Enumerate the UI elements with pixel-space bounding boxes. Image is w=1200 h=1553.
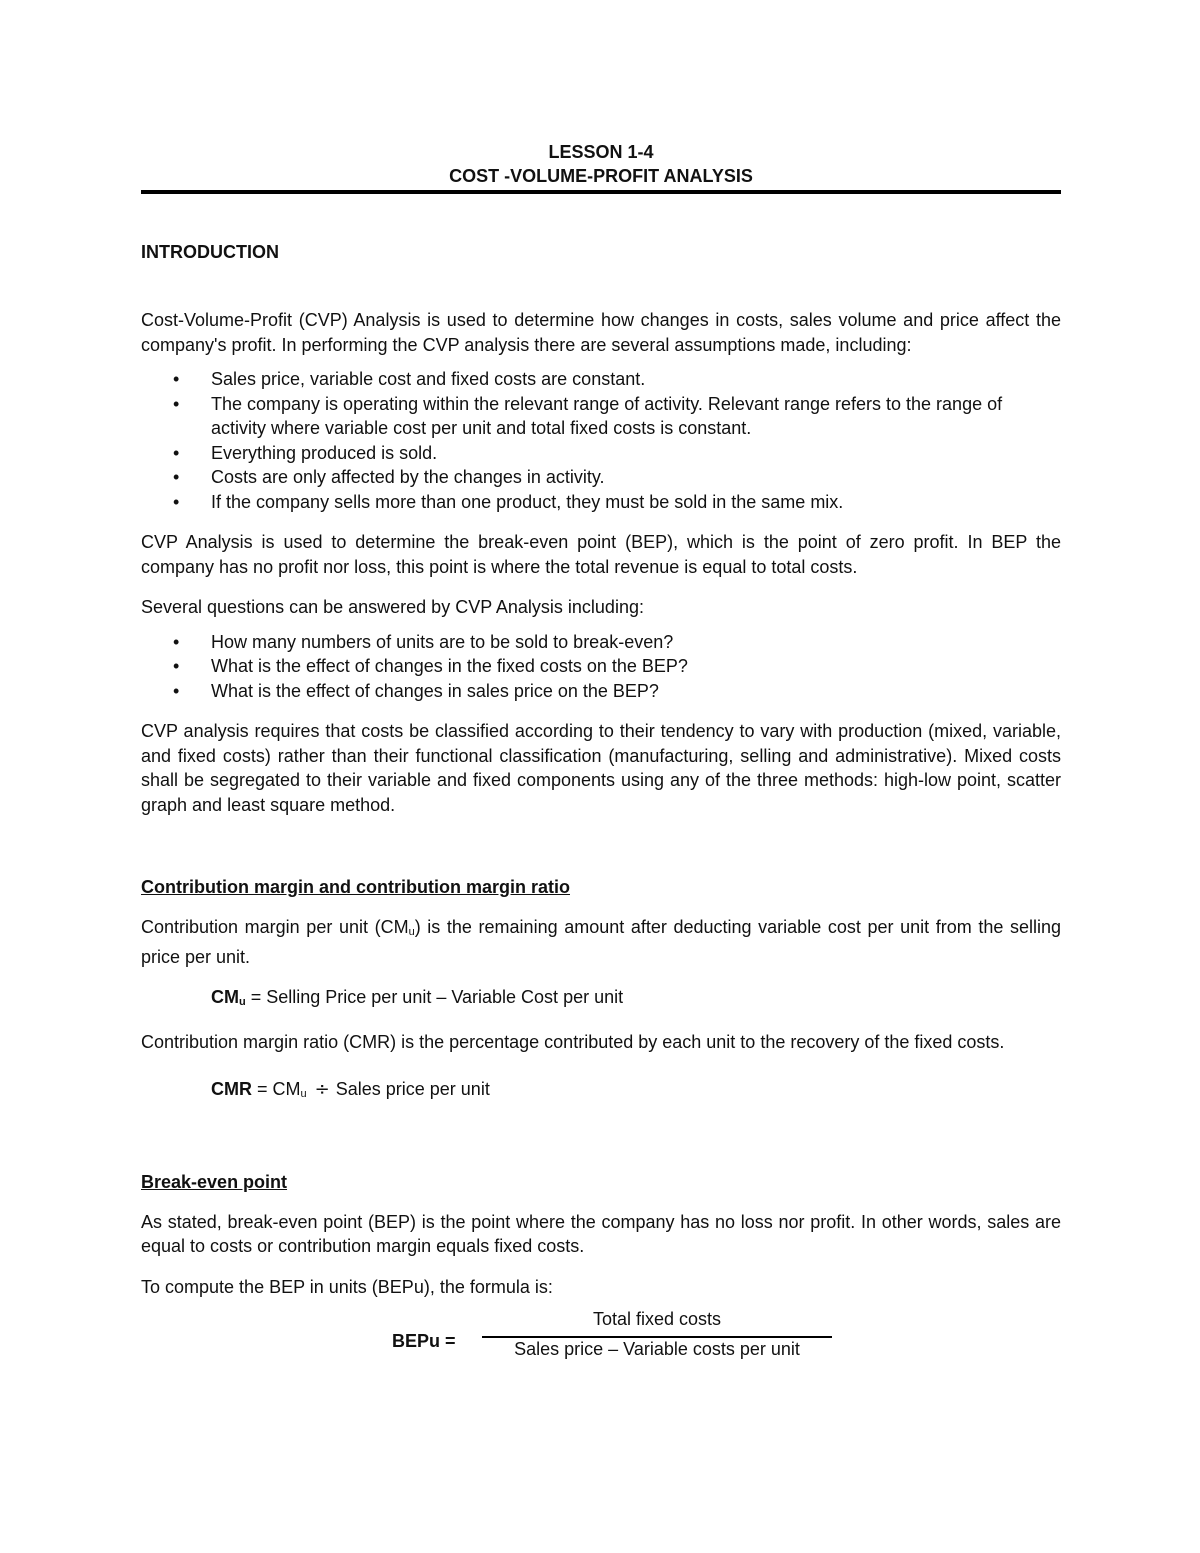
list-item [141, 490, 1061, 515]
cmr-symbol: CMR [211, 1078, 252, 1099]
breakeven-definition: As stated, break-even point (BEP) is the point where the company has no loss nor profit. In other words, sales are equal to costs or contribution margin equals fixed costs. [141, 1211, 1061, 1256]
contribution-heading: Contribution margin and contribution margin ratio [141, 877, 570, 897]
list-item-text: Sales price, variable cost and fixed costs are constant. [211, 369, 646, 389]
bullet-icon: • [173, 393, 180, 414]
bepu-intro: To compute the BEP in units (BEPu), the formula is: [141, 1276, 553, 1297]
list-item-text: The company is operating within the relevant range of activity. Relevant range refers to the range of activity where variable cost per unit and total fixed costs is constant. [211, 393, 1003, 438]
cmu-symbol-subscript: u [239, 996, 246, 1008]
list-item [141, 465, 1061, 490]
cmu-text-a: Contribution margin per unit (CM [141, 917, 409, 937]
bullet-icon: • [173, 631, 180, 652]
bullet-icon: • [173, 680, 180, 701]
bep-paragraph: CVP Analysis is used to determine the break-even point (BEP), which is the point of zero profit. In BEP the company has no profit nor loss, this point is where the total revenue is equal to total costs. [141, 532, 1061, 577]
list-item [141, 679, 1061, 704]
cmr-definition: Contribution margin ratio (CMR) is the percentage contributed by each unit to the recovery of the fixed costs. [141, 1032, 1005, 1052]
list-item-text: Costs are only affected by the changes in activity. [211, 467, 605, 487]
intro-paragraph: Cost-Volume-Profit (CVP) Analysis is used to determine how changes in costs, sales volume and price affect the company's profit. In performing the CVP analysis there are several assumptions made, including: [141, 310, 1061, 355]
breakeven-heading: Break-even point [141, 1171, 288, 1192]
list-item [141, 654, 1061, 679]
list-item [141, 441, 1061, 466]
list-item-text: What is the effect of changes in sales price on the BEP? [211, 680, 659, 701]
cmu-text-b: ) is the remaining amount after deducting variable cost per unit from the selling price per unit. [141, 917, 1061, 967]
bullet-icon: • [173, 442, 180, 463]
classification-paragraph: CVP analysis requires that costs be classified according to their tendency to vary with production (mixed, variable, and fixed costs) rather than their functional classification (manufacturing, selling and administrative). Mixed costs shall be segregated to their variable and fixed components using any of the three methods: high-low point, scatter graph and least square method. [141, 721, 1061, 815]
fraction-bar [482, 1336, 832, 1338]
title-divider [141, 190, 1061, 194]
page-content [141, 140, 1061, 1379]
introduction-heading: INTRODUCTION [141, 242, 279, 262]
bullet-icon: • [173, 656, 180, 676]
cmu-formula [141, 985, 1061, 1014]
cmr-formula-mid: = CM [252, 1078, 301, 1099]
questions-list [141, 630, 1061, 704]
bepu-denominator: Sales price – Variable costs per unit [514, 1339, 800, 1359]
list-item-text: What is the effect of changes in the fixed costs on the BEP? [211, 656, 688, 676]
bullet-icon: • [173, 491, 180, 512]
bullet-icon: • [173, 467, 180, 487]
questions-intro: Several questions can be answered by CVP Analysis including: [141, 597, 644, 617]
lesson-title-block [141, 140, 1061, 188]
divide-icon: ÷ [314, 1078, 330, 1100]
bepu-numerator: Total fixed costs [592, 1309, 722, 1329]
list-item [141, 367, 1061, 392]
cmu-subscript: u [408, 926, 415, 938]
assumptions-list [141, 367, 1061, 514]
cmr-formula [141, 1077, 1061, 1106]
bullet-icon: • [173, 369, 180, 389]
cmu-symbol: CM [211, 987, 239, 1007]
cmu-formula-rhs: = Selling Price per unit – Variable Cost per unit [245, 987, 624, 1007]
list-item-text: If the company sells more than one product, they must be sold in the same mix. [211, 491, 844, 512]
list-item-text: Everything produced is sold. [211, 442, 438, 463]
bepu-symbol: BEPu = [392, 1331, 456, 1351]
list-item-text: How many numbers of units are to be sold to break-even? [211, 631, 674, 652]
cmr-formula-rhs: Sales price per unit [335, 1078, 490, 1099]
lesson-title: COST -VOLUME-PROFIT ANALYSIS [449, 166, 753, 186]
lesson-number: LESSON 1-4 [548, 142, 654, 162]
bepu-formula [141, 1309, 1061, 1379]
cmr-subscript: u [300, 1087, 307, 1100]
list-item [141, 630, 1061, 655]
list-item [141, 392, 1061, 441]
cmu-definition [141, 915, 1061, 969]
